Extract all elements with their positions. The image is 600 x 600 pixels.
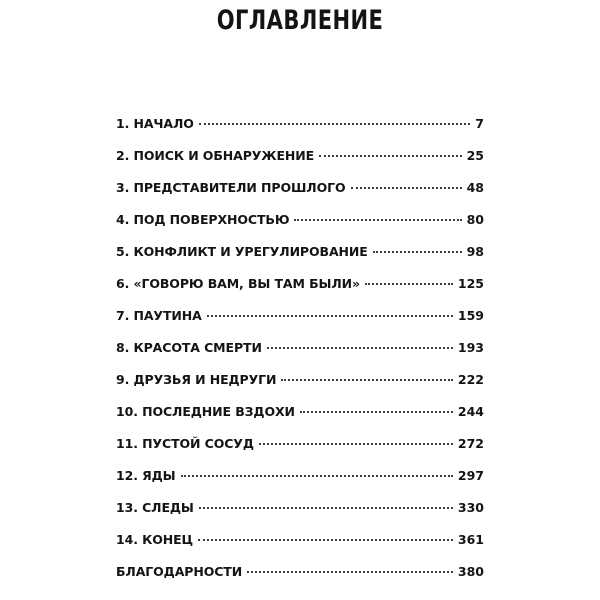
dot-leader: [300, 411, 453, 413]
toc-entry: [116, 274, 484, 306]
dot-leader: [365, 283, 453, 285]
dot-leader: [198, 539, 453, 541]
toc-entry: [116, 498, 484, 530]
toc-entry-page: 222: [457, 372, 484, 387]
toc-entry: [116, 242, 484, 274]
toc-entry: [116, 306, 484, 338]
toc-entry: [116, 210, 484, 242]
dot-leader: [181, 475, 453, 477]
toc-entry-label: 14. КОНЕЦ: [116, 532, 194, 547]
toc-entry-page: 7: [475, 116, 484, 131]
toc-entry: [116, 370, 484, 402]
toc-entry: [116, 562, 484, 594]
toc-entry-page: 244: [457, 404, 484, 419]
toc-entry-page: 380: [457, 564, 484, 579]
toc-entry: [116, 338, 484, 370]
toc-entry-page: 193: [457, 340, 484, 355]
toc-entry-page: 25: [466, 148, 484, 163]
dot-leader: [373, 251, 462, 253]
toc-entry-label: 9. ДРУЗЬЯ И НЕДРУГИ: [116, 372, 277, 387]
toc-entry: [116, 434, 484, 466]
dot-leader: [199, 123, 470, 125]
toc-entry-page: 361: [457, 532, 484, 547]
toc-entry-label: 13. СЛЕДЫ: [116, 500, 194, 515]
page-title: ОГЛАВЛЕНИЕ: [216, 5, 384, 36]
toc-entry-label: 2. ПОИСК И ОБНАРУЖЕНИЕ: [116, 148, 315, 163]
toc-entry-label: БЛАГОДАРНОСТИ: [116, 564, 243, 579]
dot-leader: [319, 155, 462, 157]
toc-entry-label: 3. ПРЕДСТАВИТЕЛИ ПРОШЛОГО: [116, 180, 346, 195]
dot-leader: [207, 315, 453, 317]
toc-entry-page: 297: [457, 468, 484, 483]
toc-entry-label: 5. КОНФЛИКТ И УРЕГУЛИРОВАНИЕ: [116, 244, 368, 259]
toc-entry: [116, 530, 484, 562]
toc-entry-page: 80: [466, 212, 484, 227]
dot-leader: [199, 507, 453, 509]
toc-entry-label: 4. ПОД ПОВЕРХНОСТЬЮ: [116, 212, 290, 227]
dot-leader: [267, 347, 453, 349]
toc-entry: [116, 114, 484, 146]
toc-entry-label: 1. НАЧАЛО: [116, 116, 194, 131]
toc-entry-label: 6. «ГОВОРЮ ВАМ, ВЫ ТАМ БЫЛИ»: [116, 276, 360, 291]
toc-entry-page: 330: [457, 500, 484, 515]
toc-entry-page: 272: [457, 436, 484, 451]
toc-entry-label: 8. КРАСОТА СМЕРТИ: [116, 340, 262, 355]
toc-entry-page: 159: [457, 308, 484, 323]
toc-entry-label: 12. ЯДЫ: [116, 468, 176, 483]
toc-entry: [116, 178, 484, 210]
toc-entry: [116, 466, 484, 498]
toc-entry-label: 10. ПОСЛЕДНИЕ ВЗДОХИ: [116, 404, 295, 419]
toc-entry: [116, 146, 484, 178]
dot-leader: [259, 443, 453, 445]
dot-leader: [247, 571, 453, 573]
toc-entry-page: 48: [466, 180, 484, 195]
toc-entry-label: 11. ПУСТОЙ СОСУД: [116, 436, 254, 451]
toc-entry-page: 125: [457, 276, 484, 291]
toc-entry: [116, 402, 484, 434]
toc-entry-page: 98: [466, 244, 484, 259]
table-of-contents: [116, 114, 484, 594]
dot-leader: [294, 219, 461, 221]
dot-leader: [281, 379, 453, 381]
toc-entry-label: 7. ПАУТИНА: [116, 308, 202, 323]
dot-leader: [351, 187, 462, 189]
